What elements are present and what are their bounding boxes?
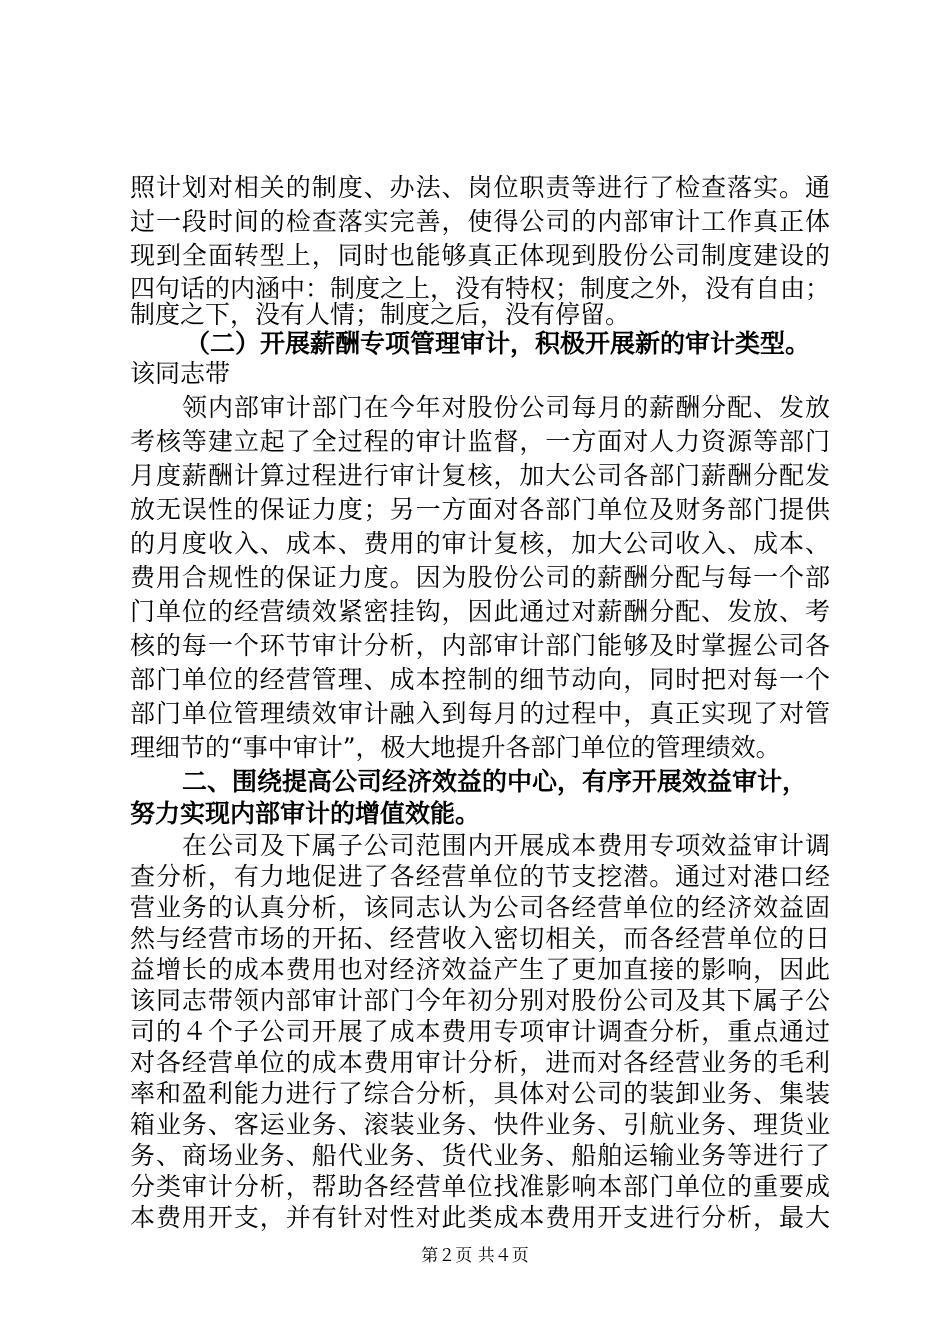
body-text-line: 核的每一个环节审计分析，内部审计部门能够及时掌握公司各 [130, 631, 830, 660]
body-text-line: 现到全面转型上，同时也能够真正体现到股份公司制度建设的 [130, 241, 830, 270]
section-heading: 努力实现内部审计的增值效能。 [130, 799, 481, 828]
body-text-line: 部门单位管理绩效审计融入到每月的过程中，真正实现了对管 [130, 699, 830, 728]
body-text-line: 该同志带 [130, 359, 231, 388]
body-text-line: 在公司及下属子公司范围内开展成本费用专项效益审计调 [182, 831, 830, 860]
body-text-line: 四句话的内涵中：制度之上，没有特权；制度之外，没有自由； [130, 274, 831, 303]
body-text-line: 放无误性的保证力度；另一方面对各部门单位及财务部门提供 [130, 495, 830, 524]
body-text-line: 益增长的成本费用也对经济效益产生了更加直接的影响，因此 [130, 955, 830, 984]
section-heading: （二）开展薪酬专项管理审计，积极开展新的审计类型。 [185, 329, 811, 358]
body-text-line: 的月度收入、成本、费用的审计复核，加大公司收入、成本、 [130, 529, 830, 558]
body-text-line: 过一段时间的检查落实完善，使得公司的内部审计工作真正体 [130, 207, 830, 236]
body-text-line: 箱业务、客运业务、滚装业务、快件业务、引航业务、理货业 [130, 1110, 830, 1139]
body-text-line: 分类审计分析，帮助各经营单位找准影响本部门单位的重要成 [130, 1172, 830, 1201]
body-text-line: 领内部审计部门在今年对股份公司每月的薪酬分配、发放 [182, 393, 830, 422]
body-text-line: 本费用开支，并有针对性对此类成本费用开支进行分析，最大 [130, 1203, 830, 1232]
section-heading: 二、围绕提高公司经济效益的中心，有序开展效益审计， [182, 767, 808, 796]
body-text-line: 对各经营单位的成本费用审计分析，进而对各经营业务的毛利 [130, 1048, 830, 1077]
body-text-line: 费用合规性的保证力度。因为股份公司的薪酬分配与每一个部 [130, 563, 830, 592]
body-text-line: 然与经营市场的开拓、经营收入密切相关，而各经营单位的日 [130, 924, 830, 953]
body-text-line: 该同志带领内部审计部门今年初分别对股份公司及其下属子公 [130, 986, 830, 1015]
body-text-line: 务、商场业务、船代业务、货代业务、船舶运输业务等进行了 [130, 1141, 830, 1170]
body-text-line: 率和盈利能力进行了综合分析，具体对公司的装卸业务、集装 [130, 1079, 830, 1108]
page-number-footer: 第２页 共４页 [421, 1246, 529, 1266]
body-text-line: 照计划对相关的制度、办法、岗位职责等进行了检查落实。通 [130, 173, 830, 202]
body-text-line: 司的４个子公司开展了成本费用专项审计调查分析，重点通过 [130, 1017, 830, 1046]
body-text-line: 考核等建立起了全过程的审计监督，一方面对人力资源等部门 [130, 427, 830, 456]
body-text-line: 查分析，有力地促进了各经营单位的节支挖潜。通过对港口经 [130, 862, 830, 891]
body-text-line: 门单位的经营绩效紧密挂钩，因此通过对薪酬分配、发放、考 [130, 597, 830, 626]
body-text-line: 制度之下，没有人情；制度之后，没有停留。 [130, 300, 631, 329]
body-text-line: 部门单位的经营管理、成本控制的细节动向，同时把对每一个 [130, 665, 830, 694]
body-text-line: 月度薪酬计算过程进行审计复核，加大公司各部门薪酬分配发 [130, 461, 830, 490]
body-text-line: 理细节的“事中审计”，极大地提升各部门单位的管理绩效。 [130, 733, 781, 762]
body-text-line: 营业务的认真分析，该同志认为公司各经营单位的经济效益固 [130, 893, 830, 922]
